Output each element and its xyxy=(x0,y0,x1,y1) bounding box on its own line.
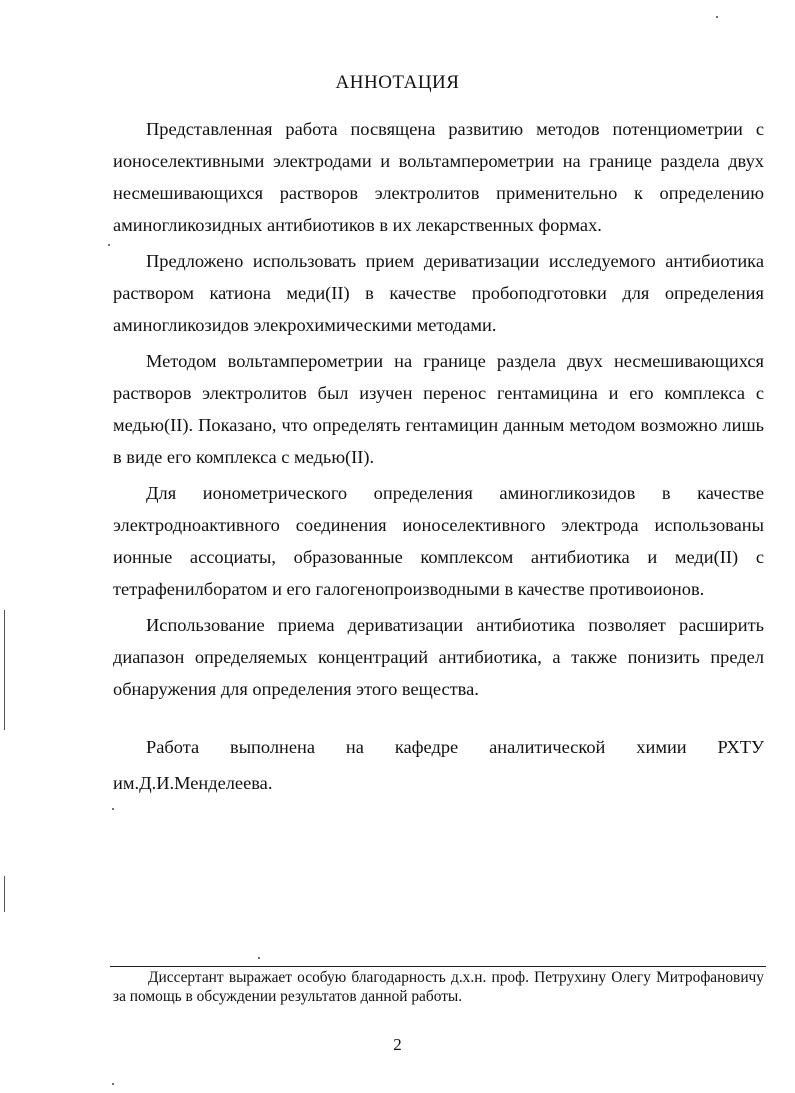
annotation-body xyxy=(113,113,764,803)
scan-margin-line-lower xyxy=(4,876,5,912)
footnote-text: Диссертант выражает особую благодарность д.х.н. проф. Петрухину Олегу Митрофановичу за помощь в обсуждении результатов данной работы. xyxy=(113,969,764,1005)
scan-speck xyxy=(716,16,718,18)
paragraph-voltammetry: Методом вольтамперометрии на границе раздела двух несмешивающихся растворов электролитов был изучен перенос гентамицина и его комплекса с медью(II). Показано, что определять гентамицин данным методом возможно лишь в виде его комплекса с медью(II). xyxy=(113,351,764,467)
paragraph-intro: Представленная работа посвящена развитию методов потенциометрии с ионоселективными электродами и вольтамперометрии на границе раздела двух несмешивающихся растворов электролитов применительно к определению аминогликозидных антибиотиков в их лекарственных формах. xyxy=(113,119,764,235)
page-title: АННОТАЦИЯ xyxy=(335,72,460,93)
page-number: 2 xyxy=(393,1035,402,1054)
paragraph-conclusion: Использование приема дериватизации антибиотика позволяет расширить диапазон определяемых концентраций антибиотика, а также понизить предел обнаружения для определения этого вещества. xyxy=(113,615,764,699)
scan-margin-line xyxy=(4,610,5,730)
closing-line-continued: им.Д.И.Менделеева. xyxy=(113,773,273,793)
scan-speck xyxy=(258,957,260,959)
closing-line: Работа выполнена на кафедре аналитической химии РХТУ xyxy=(146,737,764,757)
scan-speck xyxy=(112,1083,114,1085)
paragraph-derivatization: Предложено использовать прием дериватизации исследуемого антибиотика раствором катиона меди(II) в качестве пробоподготовки для определения аминогликозидов элекрохимическими методами. xyxy=(113,251,764,335)
scan-speck xyxy=(112,808,114,810)
footnote-divider xyxy=(110,966,766,967)
scan-speck xyxy=(108,244,110,246)
paragraph-ionometry: Для ионометрического определения аминогликозидов в качестве электродноактивного соединения ионоселективного электрода использованы ионные ассоциаты, образованные комплексом антибиотика и меди(II) с тетрафенилборатом и его галогенопроизводными в качестве противоионов. xyxy=(113,483,764,599)
